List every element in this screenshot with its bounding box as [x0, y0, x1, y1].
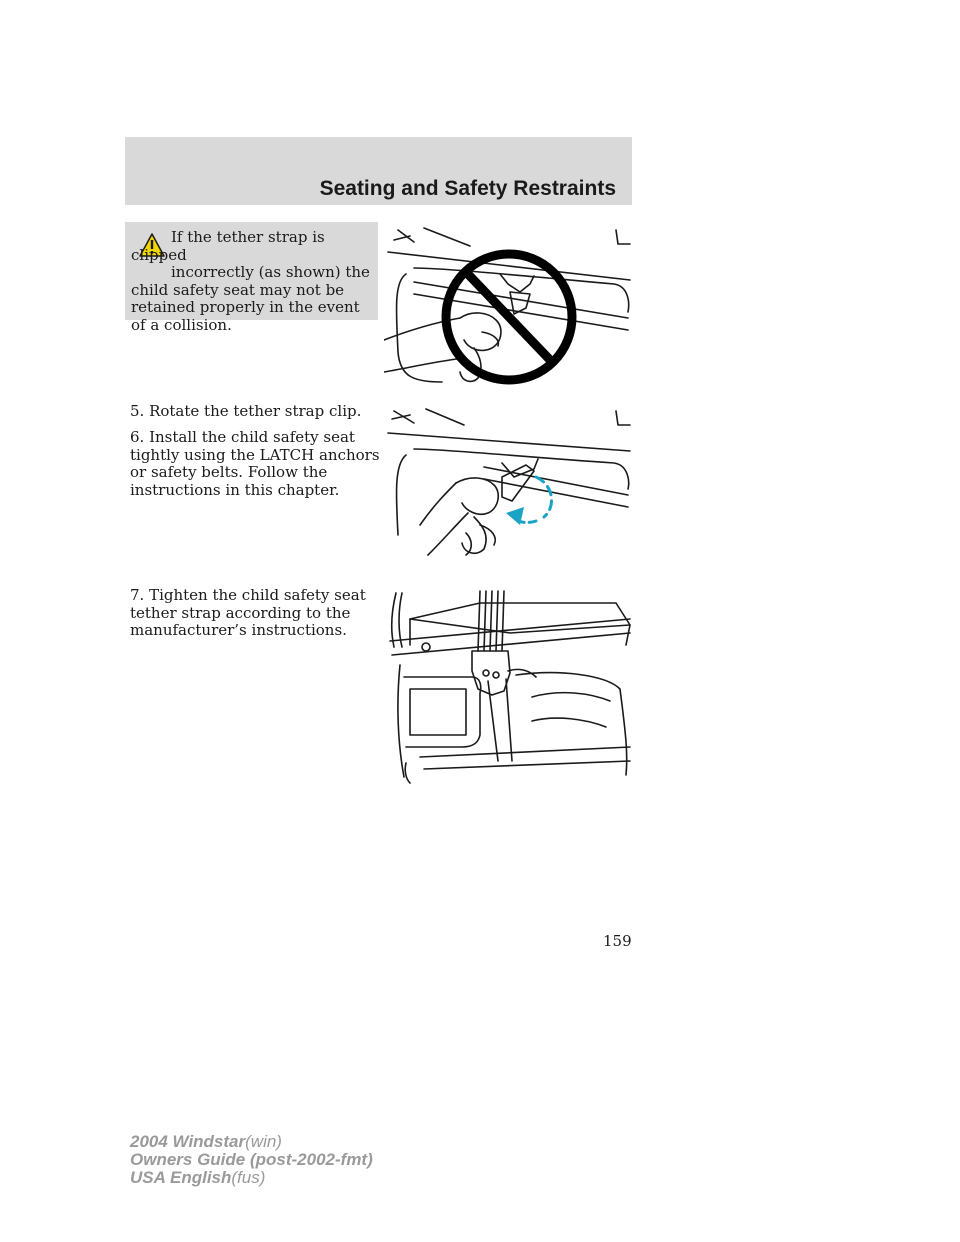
header-bar: [125, 137, 632, 205]
figure-rotate-tether-clip: [384, 405, 634, 575]
warning-line-rest: child safety seat may not be retained properly in the event of a collision.: [131, 280, 360, 334]
figure-incorrect-tether-clip: [384, 222, 634, 392]
footer-line-1: [130, 1133, 373, 1151]
warning-box: [125, 222, 378, 334]
section-title: Seating and Safety Restraints: [319, 177, 616, 200]
warning-text: [131, 229, 376, 334]
warning-line-1: If the tether strap is clipped: [131, 228, 325, 264]
step-5-text: 5. Rotate the tether strap clip.: [130, 402, 362, 420]
footer-guide: Owners Guide (post-2002-fmt): [130, 1150, 373, 1169]
page-number: 159: [603, 932, 632, 950]
rotation-arrow: [518, 477, 552, 523]
footer: [130, 1133, 373, 1187]
footer-line-2: [130, 1151, 373, 1169]
footer-line-3: [130, 1169, 373, 1187]
figure-tighten-tether-strap: [380, 585, 632, 785]
footer-model-code: (win): [245, 1132, 282, 1151]
step-6-text: 6. Install the child safety seat tightly using the LATCH anchors or safety belts. Follow the instructions in this chapter.: [130, 428, 380, 499]
footer-model: 2004 Windstar: [130, 1132, 246, 1151]
warning-line-2: incorrectly (as shown) the: [171, 263, 370, 281]
step-7-text: 7. Tighten the child safety seat tether strap according to the manufacturer’s instructions.: [130, 586, 366, 639]
footer-language: USA English: [130, 1168, 232, 1187]
footer-language-code: (fus): [231, 1168, 266, 1187]
